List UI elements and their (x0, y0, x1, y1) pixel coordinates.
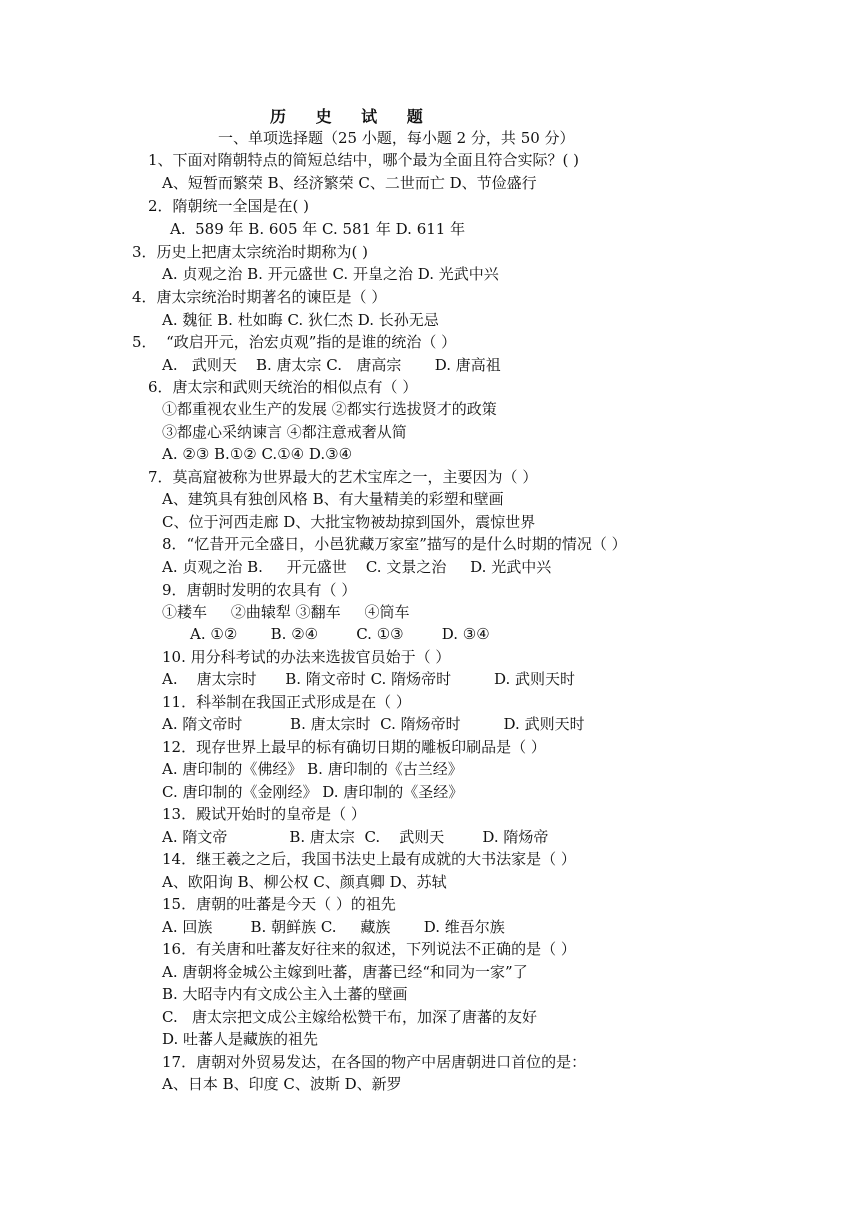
option-line: A. 唐太宗时 B. 隋文帝时 C. 隋炀帝时 D. 武则天时 (162, 670, 576, 688)
option-line: A. 隋文帝 B. 唐太宗 C. 武则天 D. 隋炀帝 (162, 828, 549, 846)
question-line: 8．“忆昔开元全盛日，小邑犹藏万家室”描写的是什么时期的情况（ ） (162, 535, 627, 553)
option-line: C、位于河西走廊 D、大批宝物被劫掠到国外，震惊世界 (162, 513, 536, 531)
option-line: C. 唐太宗把文成公主嫁给松赞干布，加深了唐蕃的友好 (162, 1008, 538, 1026)
option-line: A. ②③ B.①② C.①④ D.③④ (162, 445, 353, 463)
option-line: C. 唐印制的《金刚经》 D. 唐印制的《圣经》 (162, 783, 464, 801)
question-line: 4．唐太宗统治时期著名的谏臣是（ ） (132, 288, 387, 306)
option-line: A、建筑具有独创风格 B、有大量精美的彩塑和壁画 (162, 490, 504, 508)
option-line: A. 贞观之治 B. 开元盛世 C. 文景之治 D. 光武中兴 (162, 558, 552, 576)
question-line: 14．继王羲之之后，我国书法史上最有成就的大书法家是（ ） (162, 850, 576, 868)
question-line: 6．唐太宗和武则天统治的相似点有（ ） (148, 378, 418, 396)
page-title: 历 史 试 题 (270, 107, 435, 126)
question-line: 16．有关唐和吐蕃友好往来的叙述，下列说法不正确的是（ ） (162, 940, 576, 958)
option-line: A. 唐朝将金城公主嫁到吐蕃，唐蕃已经“和同为一家”了 (162, 963, 528, 981)
question-line: 17．唐朝对外贸易发达，在各国的物产中居唐朝进口首位的是： (162, 1053, 587, 1071)
option-line: A. 唐印制的《佛经》 B. 唐印制的《古兰经》 (162, 760, 463, 778)
option-line: D. 吐蕃人是藏族的祖先 (162, 1030, 319, 1048)
option-line: ①耧车 ②曲辕犁 ③翻车 ④筒车 (162, 603, 410, 621)
option-line: A. 武则天 B. 唐太宗 C. 唐高宗 D. 唐高祖 (162, 356, 501, 374)
question-line: 5． “政启开元，治宏贞观”指的是谁的统治（ ） (132, 333, 457, 351)
question-line: 3．历史上把唐太宗统治时期称为( ) (132, 243, 369, 261)
option-line: A. ①② B. ②④ C. ①③ D. ③④ (190, 625, 490, 643)
option-line: ③都虚心采纳谏言 ④都注意戒奢从简 (162, 423, 407, 441)
option-line: A、日本 B、印度 C、波斯 D、新罗 (162, 1075, 402, 1093)
option-line: A. 魏征 B. 杜如晦 C. 狄仁杰 D. 长孙无忌 (162, 311, 439, 329)
option-line: A. 589 年 B. 605 年 C. 581 年 D. 611 年 (170, 220, 466, 238)
option-line: A. 贞观之治 B. 开元盛世 C. 开皇之治 D. 光武中兴 (162, 265, 499, 283)
question-line: 12．现存世界上最早的标有确切日期的雕板印刷品是（ ） (162, 738, 546, 756)
question-line: 7．莫高窟被称为世界最大的艺术宝库之一，主要因为（ ） (148, 468, 538, 486)
question-line: 13．殿试开始时的皇帝是（ ） (162, 805, 366, 823)
option-line: B. 大昭寺内有文成公主入土蕃的壁画 (162, 985, 408, 1003)
question-line: 10. 用分科考试的办法来选拔官员始于（ ） (162, 648, 451, 666)
option-line: A. 隋文帝时 B. 唐太宗时 C. 隋炀帝时 D. 武则天时 (162, 715, 585, 733)
option-line: ①都重视农业生产的发展 ②都实行选拔贤才的政策 (162, 400, 497, 418)
option-line: A、欧阳询 B、柳公权 C、颜真卿 D、苏轼 (162, 873, 447, 891)
option-line: A、短暂而繁荣 B、经济繁荣 C、二世而亡 D、节俭盛行 (162, 174, 537, 192)
question-line: 1、下面对隋朝特点的简短总结中，哪个最为全面且符合实际？( ) (148, 151, 580, 169)
question-line: 15．唐朝的吐蕃是今天（ ）的祖先 (162, 895, 396, 913)
question-line: 9．唐朝时发明的农具有（ ） (162, 581, 357, 599)
question-line: 11．科举制在我国正式形成是在（ ） (162, 693, 411, 711)
option-line: A. 回族 B. 朝鲜族 C. 藏族 D. 维吾尔族 (162, 918, 505, 936)
question-line: 2．隋朝统一全国是在( ) (148, 197, 310, 215)
section-heading: 一、单项选择题（25 小题，每小题 2 分，共 50 分） (218, 129, 575, 147)
